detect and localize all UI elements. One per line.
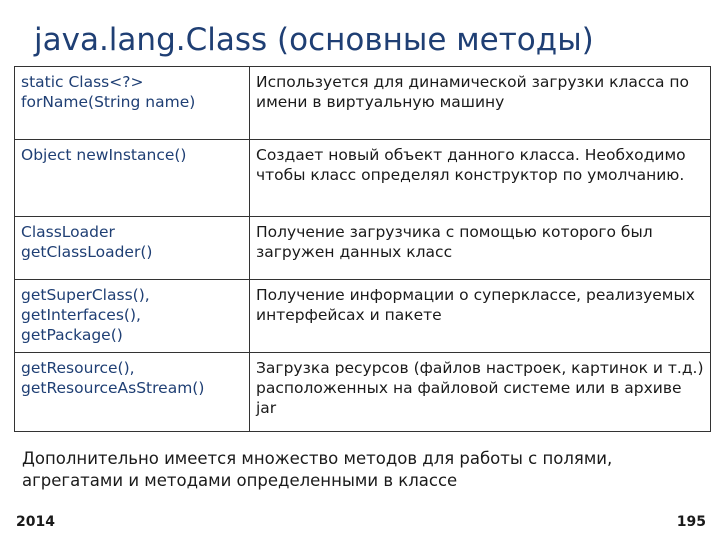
page-number: 195 (676, 514, 706, 530)
footer-year: 2014 (16, 514, 55, 530)
table-row (15, 140, 711, 217)
method-cell: ClassLoader getClassLoader() (15, 217, 250, 280)
description-cell: Загрузка ресурсов (файлов настроек, картинок и т.д.) расположенных на файловой системе или в архиве jar (250, 353, 711, 432)
method-cell: getSuperClass(), getInterfaces(), getPackage() (15, 280, 250, 353)
method-cell: static Class<?> forName(String name) (15, 67, 250, 140)
description-cell: Получение загрузчика с помощью которого был загружен данных класс (250, 217, 711, 280)
footnote-text: Дополнительно имеется множество методов для работы с полями, агрегатами и методами определенными в классе (22, 449, 613, 490)
slide-title: java.lang.Class (основные методы) (34, 22, 594, 58)
table-row (15, 280, 711, 353)
description-cell: Создает новый объект данного класса. Необходимо чтобы класс определял конструктор по умолчанию. (250, 140, 711, 217)
description-cell: Получение информации о суперклассе, реализуемых интерфейсах и пакете (250, 280, 711, 353)
table-row (15, 67, 711, 140)
table-row (15, 217, 711, 280)
table-row (15, 353, 711, 432)
methods-table (14, 66, 711, 432)
method-cell: Object newInstance() (15, 140, 250, 217)
description-cell: Используется для динамической загрузки класса по имени в виртуальную машину (250, 67, 711, 140)
method-cell: getResource(), getResourceAsStream() (15, 353, 250, 432)
